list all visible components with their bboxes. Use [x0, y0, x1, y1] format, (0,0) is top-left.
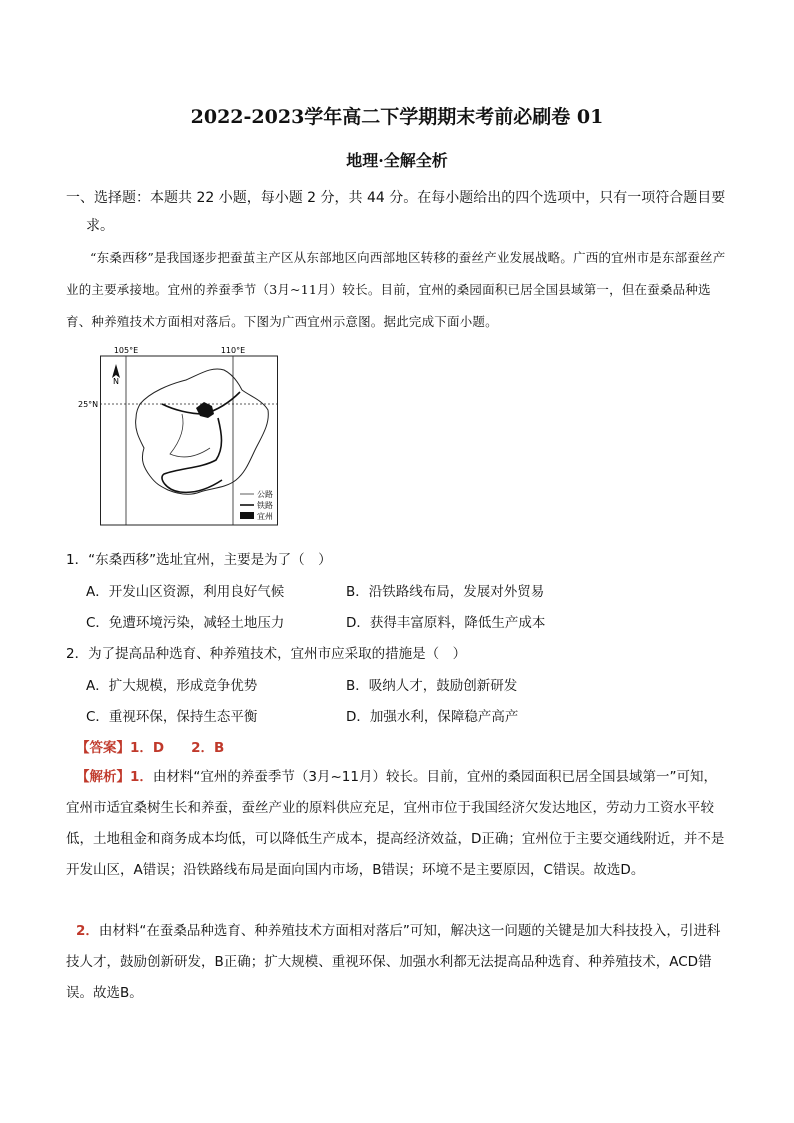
section-line-1: 一、选择题：本题共 22 小题，每小题 2 分，共 44 分。在每小题给出的四个选项中，只有一项符合题目要	[66, 190, 726, 206]
question-2-option-d[interactable]: D．加强水利，保障稳产高产	[346, 709, 519, 725]
highway-line	[170, 414, 210, 457]
lon-label-105: 105°E	[113, 346, 139, 355]
question-1-option-c[interactable]: C．免遭环境污染，减轻土地压力	[86, 615, 285, 631]
question-1-option-b[interactable]: B．沿铁路线布局，发展对外贸易	[346, 584, 545, 600]
question-1-stem: 1．“东桑西移”选址宜州，主要是为了（ ）	[66, 552, 332, 568]
question-1-option-a[interactable]: A．开发山区资源，利用良好气候	[86, 584, 285, 600]
guangxi-yizhou-map	[78, 344, 278, 526]
analysis-1-text: 由材料“宜州的养蚕季节（3月~11月）较长。目前，宜州的桑园面积已居全国县域第一”可知，宜州市适宜桑树生长和养蚕，蚕丝产业的原料供应充足，宜州市位于我国经济欠发达地区，劳动力工资水平较低，土地租金和商务成本均低，可以降低生产成本，提高经济效益，D正确；宜州位于主要交通线附近，并不是开发山区，A错误；沿铁路线布局是面向国内市场，B错误；环境不是主要原因，C错误。故选D。	[66, 769, 725, 878]
page-title: 2022-2023学年高二下学期期末考前必刷卷 01	[190, 106, 604, 128]
yizhou-area	[196, 402, 214, 418]
map-legend	[240, 489, 273, 521]
lon-label-110: 110°E	[220, 346, 246, 355]
map-frame	[101, 356, 278, 525]
question-2-stem: 2．为了提高品种选育、种养殖技术，宜州市应采取的措施是（ ）	[66, 646, 467, 662]
question-2-option-c[interactable]: C．重视环保，保持生态平衡	[86, 709, 258, 725]
section-line-2: 求。	[86, 218, 114, 234]
legend-yizhou: 宜州	[257, 512, 273, 521]
question-2-option-a[interactable]: A．扩大规模，形成竞争优势	[86, 678, 258, 694]
section-instructions	[66, 184, 736, 240]
material-paragraph: “东桑西移”是我国逐步把蚕茧主产区从东部地区向西部地区转移的蚕丝产业发展战略。广西的宜州市是东部蚕丝产业的主要承接地。宜州的养蚕季节（3月~11月）较长。目前，宜州的桑园面积已居全国县域第一，但在蚕桑品种选育、种养殖技术方面相对落后。下图为广西宜州示意图。据此完成下面小题。	[66, 250, 726, 329]
analysis-2-head: 2．	[76, 923, 99, 939]
guangxi-outline	[136, 369, 269, 494]
legend-highway: 公路	[257, 490, 273, 499]
analysis-2-text: 由材料“在蚕桑品种选育、种养殖技术方面相对落后”可知，解决这一问题的关键是加大科技投入，引进科技人才，鼓励创新研发，B正确；扩大规模、重视环保、加强水利都无法提高品种选育、种养殖技术，ACD错误。故选B。	[66, 923, 721, 1001]
question-1-option-d[interactable]: D．获得丰富原料，降低生产成本	[346, 615, 546, 631]
question-2-option-b[interactable]: B．吸纳人才，鼓励创新研发	[346, 678, 518, 694]
north-arrow-icon	[112, 364, 120, 386]
answer-line: 【答案】1．D 2．B	[76, 740, 225, 756]
legend-railway: 铁路	[257, 501, 273, 510]
lat-label-25: 25°N	[78, 400, 99, 409]
north-label: N	[113, 377, 119, 386]
analysis-paragraph-1	[66, 762, 730, 886]
page-subtitle: 地理·全解全析	[346, 151, 448, 170]
analysis-paragraph-2	[66, 916, 730, 1009]
analysis-1-head: 【解析】1．	[76, 769, 153, 785]
